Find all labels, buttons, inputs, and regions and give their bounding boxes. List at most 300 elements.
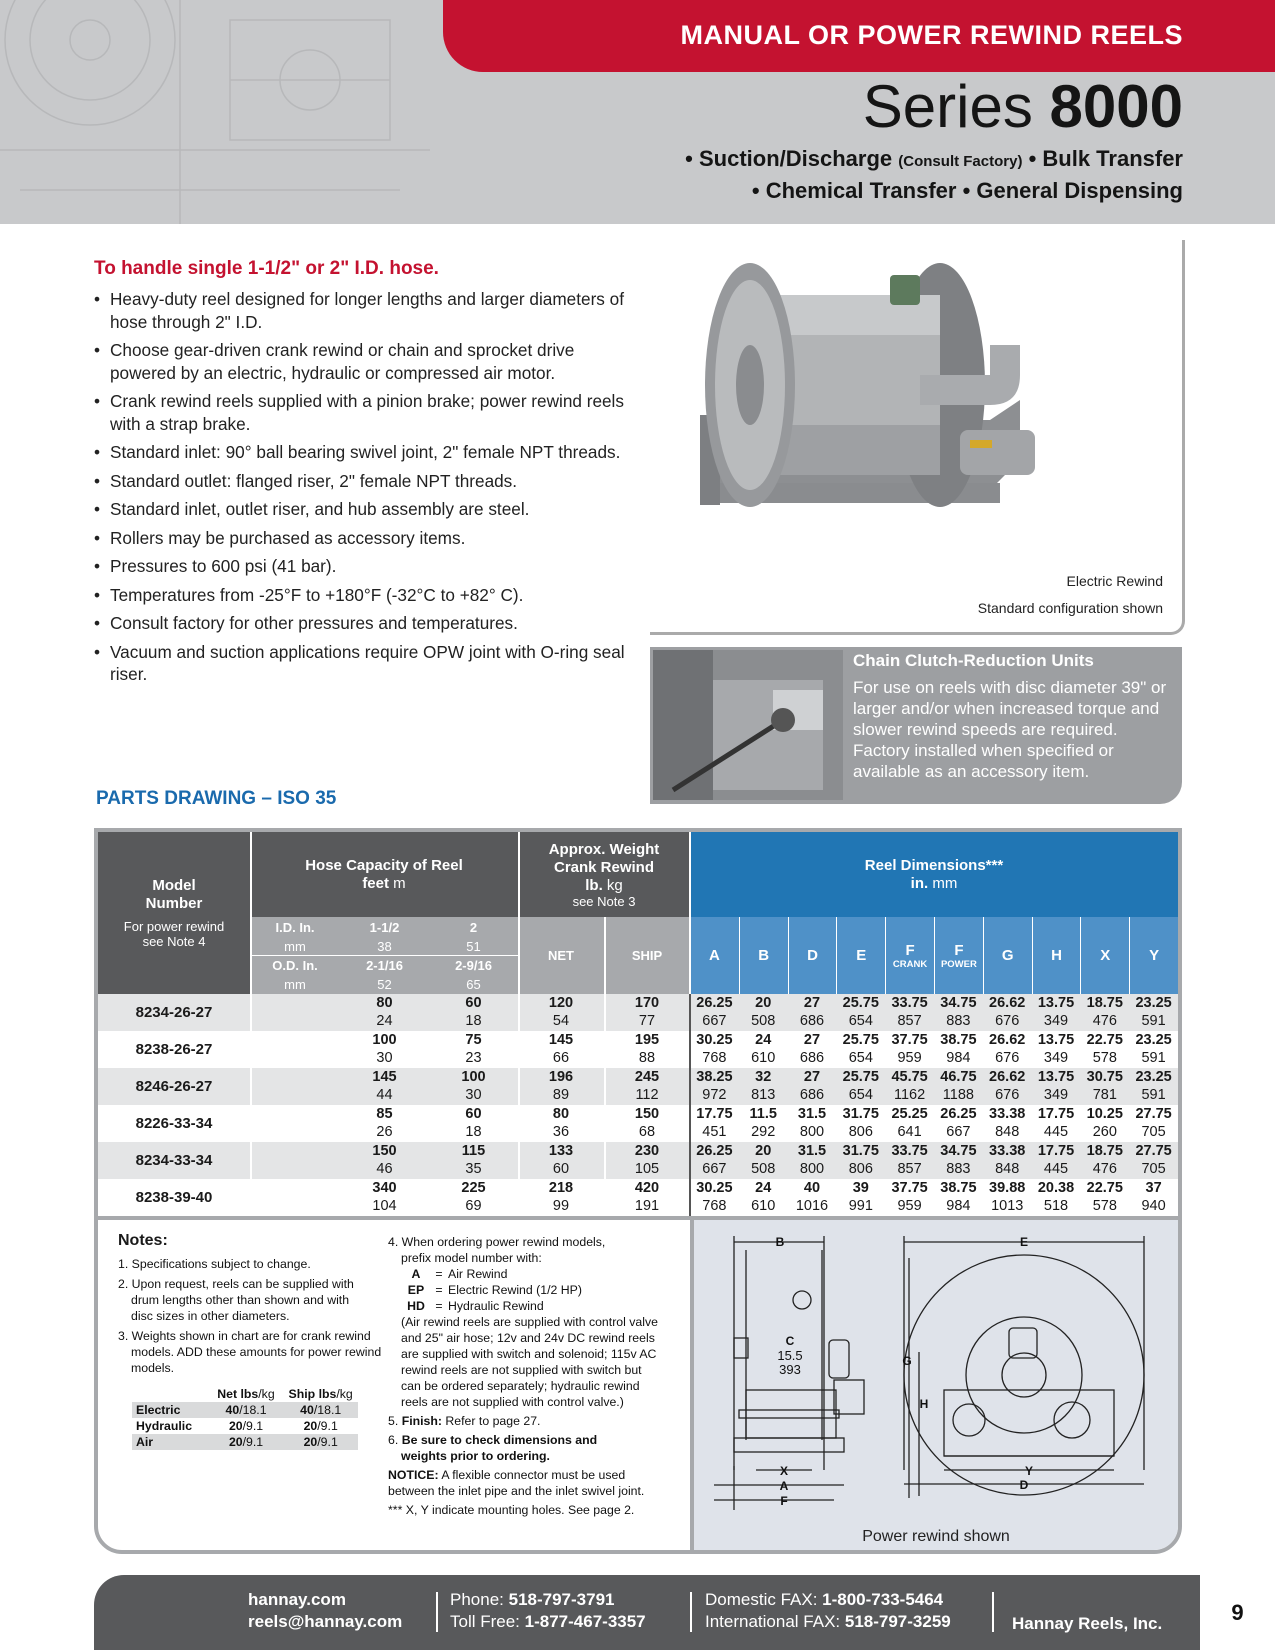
dimension-value [788, 1105, 837, 1141]
hose-reel-photo [690, 255, 1090, 565]
dimension-inches: 31.5 [797, 1106, 827, 1122]
note-4-line2: prefix model number with: [401, 1251, 542, 1265]
series-word: Series [862, 73, 1033, 140]
capacity-1-5 [340, 1068, 429, 1104]
series-number: 8000 [1049, 73, 1183, 140]
footer-phone-block [450, 1589, 646, 1633]
notice-label: NOTICE: [388, 1468, 439, 1482]
prefix-equals: = [435, 1267, 443, 1281]
chain-clutch-title: Chain Clutch-Reduction Units [853, 651, 1094, 670]
photo-caption-config: Standard configuration shown [977, 600, 1163, 616]
capacity-unit-m: m [393, 875, 406, 892]
dimension-mm: 445 [1043, 1124, 1069, 1140]
dim-label-h: H [919, 1397, 929, 1411]
weight-adder-value: 40 [300, 1403, 314, 1417]
model-number: 8246-26-27 [135, 1078, 213, 1095]
dimension-mm: 591 [1141, 1013, 1166, 1029]
model-header-note1: For power rewind [123, 919, 225, 934]
capacity-2 [429, 1031, 518, 1067]
dimension-inches: 32 [755, 1069, 772, 1085]
capacity-2-metric: 23 [465, 1050, 482, 1066]
dimension-inches: 23.25 [1135, 995, 1172, 1011]
dimension-inches: 33.38 [989, 1106, 1026, 1122]
prefix-equals: = [435, 1299, 443, 1313]
dimension-value [739, 994, 788, 1030]
dimension-inches: 22.75 [1086, 1032, 1123, 1048]
dimension-mm: 848 [995, 1124, 1020, 1140]
dimension-value [885, 1068, 934, 1104]
dims-unit-in: in. [910, 875, 929, 892]
dimension-mm: 883 [946, 1013, 971, 1029]
feature-item: • Rollers may be purchased as accessory items. [94, 527, 634, 550]
net-header: NET [518, 917, 604, 994]
dim-col-letter: F [905, 941, 915, 959]
ship-weight-primary: 170 [634, 995, 660, 1011]
dimension-mm: 667 [702, 1161, 727, 1177]
dimension-drawing [694, 1220, 1178, 1554]
capacity-1-5-metric: 26 [376, 1124, 393, 1140]
faded-technical-drawing [0, 0, 430, 224]
dim-col-header [1080, 917, 1129, 994]
dimension-inches: 10.25 [1086, 1106, 1123, 1122]
dimension-inches: 26.62 [989, 1032, 1026, 1048]
dimension-mm: 686 [799, 1013, 825, 1029]
net-weight-primary: 133 [548, 1143, 574, 1159]
net-weight-metric: 99 [552, 1198, 570, 1214]
note-4-detail3: are supplied with switch and solenoid; 115v AC [401, 1347, 657, 1361]
capacity-1-5 [340, 1142, 429, 1178]
dim-col-header [983, 917, 1032, 994]
dim-c-mm: 393 [779, 1362, 801, 1377]
dimension-value [1080, 1179, 1129, 1215]
feature-item: • Choose gear-driven crank rewind or chain and sprocket drive powered by an electric, hydraulic or compressed air motor. [94, 339, 634, 384]
dimension-value [788, 1142, 837, 1178]
net-weight [518, 1142, 604, 1178]
dimension-inches: 26.62 [989, 1069, 1026, 1085]
dimension-inches: 24 [755, 1032, 772, 1048]
feature-item: • Consult factory for other pressures and temperatures. [94, 612, 634, 635]
note-4-detail6: reels are not supplied with control valve.) [401, 1395, 624, 1409]
ship-weight-primary: 230 [634, 1143, 660, 1159]
dimension-value [885, 1142, 934, 1178]
capacity-1-5 [340, 1105, 429, 1141]
weight-adder-metric: /9.1 [242, 1435, 264, 1449]
size2-id-mm: 51 [466, 938, 481, 954]
dimension-mm: 984 [946, 1198, 971, 1214]
dimension-inches: 37.75 [891, 1180, 928, 1196]
net-weight-metric: 66 [552, 1050, 570, 1066]
notes-right-column: 4. When ordering power rewind models, prefix model number with: A = Air Rewind EP = Electric Rewind (1/2 HP) HD = Hydraulic Rewind (Air rewind reels are supplied with control valve and 25" air hose; 12v and 24v DC rewind reels are supplied with switch and solenoid; 115v AC rewind reels are not supplied with switch but can be ordered separately; hydraulic rewind reels are not supplied with control valve.) 5. Finish: Refer to page 27. 6. Be sure to check dimensions and weights prior to ordering. NOTICE: A flexible connector must be used between the inlet pipe and the inlet swivel joint. *** X, Y indicate mounting holes. See page 2. [388, 1234, 688, 1518]
prefix-code: HD [407, 1299, 425, 1313]
app-bulk: • Bulk Transfer [1028, 146, 1183, 171]
dimension-inches: 27 [803, 1032, 821, 1048]
dimension-value [885, 1179, 934, 1215]
dim-col-header [885, 917, 934, 994]
net-weight [518, 1105, 604, 1141]
toll-free-label: Toll Free: [450, 1612, 520, 1631]
capacity-1-5-metric: 104 [372, 1198, 397, 1214]
dimension-mm: 667 [702, 1013, 727, 1029]
dimension-value [1032, 1105, 1081, 1141]
dimension-inches: 37.75 [891, 1032, 928, 1048]
net-weight-metric: 60 [552, 1161, 570, 1177]
dimension-inches: 39.88 [989, 1180, 1026, 1196]
notice-text: A flexible connector must be used [441, 1468, 626, 1482]
capacity-2-primary: 60 [465, 1106, 482, 1122]
dimension-mm: 1013 [991, 1198, 1024, 1214]
dimension-mm: 445 [1043, 1161, 1069, 1177]
dimension-inches: 30.75 [1086, 1069, 1123, 1085]
prefix-description: Electric Rewind (1/2 HP) [448, 1283, 582, 1297]
dimension-inches: 25.25 [891, 1106, 928, 1122]
note-6-line2: weights prior to ordering. [401, 1449, 550, 1463]
app-suction: • Suction/Discharge [685, 146, 893, 171]
dimension-value [1129, 1105, 1178, 1141]
dimension-value [983, 994, 1032, 1030]
dim-col-letter: X [1100, 947, 1111, 964]
capacity-2 [429, 1179, 518, 1215]
footer-fax-block [705, 1589, 951, 1633]
prefix-row [388, 1282, 688, 1298]
prefix-description: Hydraulic Rewind [448, 1299, 544, 1313]
dimension-mm: 686 [799, 1050, 825, 1066]
ship-weight [604, 1031, 690, 1067]
dimension-value [836, 1142, 885, 1178]
dimension-value [690, 1031, 739, 1067]
dimension-inches: 23.25 [1135, 1069, 1172, 1085]
capacity-2 [429, 1105, 518, 1141]
weight-adder-row [132, 1402, 358, 1418]
dimension-mm: 848 [995, 1161, 1020, 1177]
dimension-mm: 768 [702, 1050, 727, 1066]
phone-number[interactable]: 518-797-3791 [508, 1590, 615, 1609]
dim-col-header [690, 917, 739, 994]
dimension-mm: 676 [995, 1087, 1020, 1103]
dim-col-sub: POWER [940, 958, 977, 970]
size1-id-mm: 38 [377, 938, 392, 954]
dimension-value [1032, 1068, 1081, 1104]
model-number: 8226-33-34 [135, 1115, 213, 1132]
dimension-inches: 27.75 [1135, 1143, 1172, 1159]
capacity-1-5-primary: 150 [372, 1143, 397, 1159]
dimension-value [1129, 1179, 1178, 1215]
net-weight-primary: 80 [552, 1106, 570, 1122]
ship-weight [604, 994, 690, 1030]
dimension-inches: 26.25 [696, 1143, 733, 1159]
net-weight [518, 1031, 604, 1067]
dimension-mm: 508 [751, 1013, 776, 1029]
dimension-value [983, 1031, 1032, 1067]
weight-header-label2: Crank Rewind [553, 858, 655, 876]
dimension-value [1032, 994, 1081, 1030]
dimension-inches: 13.75 [1037, 1069, 1075, 1085]
dimension-inches: 25.75 [842, 995, 879, 1011]
dimension-mm: 667 [946, 1124, 971, 1140]
dimension-mm: 676 [995, 1050, 1020, 1066]
dimension-inches: 22.75 [1086, 1180, 1123, 1196]
dimension-value [1129, 1068, 1178, 1104]
prefix-code: A [411, 1267, 421, 1281]
capacity-1-5 [340, 1179, 429, 1215]
dimension-value [836, 1179, 885, 1215]
size2-id: 2 [469, 919, 478, 935]
capacity-1-5-metric: 30 [376, 1050, 393, 1066]
weight-adder-metric: /18.1 [239, 1403, 267, 1417]
applications-line-2: • Chemical Transfer • General Dispensing [751, 178, 1183, 203]
dimension-value [934, 1031, 983, 1067]
dimension-mm: 508 [751, 1161, 776, 1177]
dimension-value [1080, 1068, 1129, 1104]
mounting-note: *** X, Y indicate mounting holes. See page 2. [388, 1503, 635, 1517]
dimension-inches: 20.38 [1037, 1180, 1075, 1196]
ship-weight-primary: 245 [634, 1069, 660, 1085]
dimension-mm: 676 [995, 1013, 1020, 1029]
net-weight [518, 1068, 604, 1104]
dim-label-x: X [779, 1464, 789, 1478]
prefix-row [388, 1266, 688, 1282]
prefix-code: EP [407, 1283, 425, 1297]
toll-free-number[interactable]: 1-877-467-3357 [524, 1612, 646, 1631]
dimension-mm: 610 [751, 1050, 776, 1066]
ship-weight [604, 1142, 690, 1178]
dimension-inches: 27.75 [1135, 1106, 1172, 1122]
photo-caption-electric: Electric Rewind [1066, 573, 1163, 589]
capacity-2-primary: 100 [461, 1069, 486, 1085]
dimension-value [885, 1105, 934, 1141]
dimension-inches: 31.5 [797, 1143, 827, 1159]
dimension-inches: 33.75 [891, 995, 928, 1011]
capacity-1-5-metric: 24 [376, 1013, 393, 1029]
dimension-mm: 705 [1141, 1124, 1166, 1140]
dimension-mm: 781 [1092, 1087, 1117, 1103]
dimension-mm: 1188 [942, 1087, 974, 1103]
dimension-inches: 13.75 [1037, 995, 1075, 1011]
dimension-inches: 26.25 [696, 995, 733, 1011]
prefix-equals: = [435, 1283, 443, 1297]
dimension-value [983, 1142, 1032, 1178]
dimension-mm: 349 [1043, 1013, 1069, 1029]
size2-od: 2-9/16 [455, 957, 492, 973]
dimension-mm: 857 [897, 1013, 922, 1029]
intro-heading: To handle single 1-1/2" or 2" I.D. hose. [94, 258, 439, 279]
capacity-1-5-primary: 85 [376, 1106, 393, 1122]
footer-divider [436, 1592, 438, 1632]
footer-company [1012, 1613, 1162, 1635]
dimension-mm: 991 [848, 1198, 873, 1214]
wt-net-head: Net lbs [217, 1387, 259, 1401]
dimension-inches: 39 [852, 1180, 869, 1196]
dimension-value [739, 1179, 788, 1215]
dim-col-header [836, 917, 885, 994]
size1-id: 1-1/2 [369, 919, 400, 935]
dimension-value [690, 1068, 739, 1104]
weight-adder-value: 20 [303, 1419, 318, 1433]
dim-col-letter: B [758, 947, 770, 964]
capacity-header-label: Hose Capacity of Reel [305, 857, 463, 874]
dimension-value [690, 1105, 739, 1141]
capacity-1-5-primary: 145 [372, 1069, 397, 1085]
ship-weight [604, 1068, 690, 1104]
dimension-inches: 30.25 [696, 1032, 733, 1048]
ship-weight-primary: 195 [634, 1032, 660, 1048]
dimension-value [1032, 1142, 1081, 1178]
dimensions-header-label: Reel Dimensions*** [864, 857, 1004, 874]
dimension-inches: 37 [1145, 1180, 1162, 1196]
capacity-1-5-primary: 80 [376, 995, 393, 1011]
intl-fax-label: International FAX: [705, 1612, 841, 1631]
dimension-mm: 686 [799, 1087, 825, 1103]
dimension-inches: 27 [803, 1069, 821, 1085]
capacity-1-5 [340, 994, 429, 1030]
dimension-mm: 451 [702, 1124, 727, 1140]
dim-col-header [739, 917, 788, 994]
footer-web-block [248, 1589, 402, 1633]
dimension-inches: 46.75 [940, 1069, 977, 1085]
weight-adder-value: Electric [136, 1403, 181, 1417]
dim-col-letter: G [1001, 947, 1014, 964]
dimension-mm: 972 [702, 1087, 727, 1103]
dimension-mm: 857 [897, 1161, 922, 1177]
footer-email-link[interactable]: reels@hannay.com [248, 1612, 403, 1631]
dim-label-a: A [779, 1479, 789, 1493]
chain-clutch-text: For use on reels with disc diameter 39" or larger and/or when increased torque and slower rewind speeds are required. Factory installed when specified or available as an accessory item. [853, 678, 1167, 781]
capacity-1-5-primary: 100 [372, 1032, 397, 1048]
dimensions-header [690, 832, 1178, 917]
dimension-mm: 800 [799, 1161, 825, 1177]
capacity-2-metric: 18 [465, 1013, 482, 1029]
dimension-mm: 959 [897, 1050, 922, 1066]
footer-website-link[interactable]: hannay.com [248, 1590, 346, 1609]
dimension-mm: 349 [1043, 1087, 1069, 1103]
dimension-mm: 641 [897, 1124, 922, 1140]
dim-label-d: D [1019, 1478, 1029, 1492]
weight-header-label1: Approx. Weight [548, 840, 660, 858]
note-2-line2: drum lengths other than shown and with [131, 1293, 350, 1307]
model-header [98, 832, 250, 994]
dimension-mm: 768 [702, 1198, 727, 1214]
capacity-2-primary: 115 [461, 1143, 486, 1159]
capacity-2-primary: 225 [461, 1180, 486, 1196]
note-5-text: Refer to page 27. [445, 1414, 541, 1428]
dim-label-f: F [780, 1494, 788, 1508]
weight-adder-value: 20 [303, 1435, 318, 1449]
dimension-value [739, 1142, 788, 1178]
dims-unit-mm: mm [932, 875, 958, 892]
ship-weight-primary: 150 [634, 1106, 660, 1122]
note-5-label: Finish: [401, 1414, 442, 1428]
dimension-inches: 31.75 [842, 1106, 879, 1122]
wt-ship-head: Ship lbs [288, 1387, 337, 1401]
feature-item: • Temperatures from -25°F to +180°F (-32°C to +82° C). [94, 584, 634, 607]
dimension-value [739, 1031, 788, 1067]
dimension-mm: 813 [751, 1087, 776, 1103]
dim-col-letter: H [1051, 947, 1062, 964]
dimension-mm: 292 [751, 1124, 776, 1140]
dimension-value [690, 1179, 739, 1215]
size2-od-mm: 65 [466, 976, 481, 992]
dim-col-sub: CRANK [892, 958, 928, 970]
ship-weight-metric: 68 [638, 1124, 656, 1140]
dimension-inches: 20 [755, 995, 772, 1011]
dimension-mm: 518 [1043, 1198, 1069, 1214]
feature-item: • Crank rewind reels supplied with a pinion brake; power rewind reels with a strap brake. [94, 390, 634, 435]
note-6-line1: Be sure to check dimensions and [401, 1433, 598, 1447]
dim-label-e: E [1019, 1235, 1029, 1249]
dimension-value [1129, 994, 1178, 1030]
net-weight-metric: 89 [552, 1087, 570, 1103]
ship-header: SHIP [604, 917, 690, 994]
dimension-value [983, 1105, 1032, 1141]
dimension-value [739, 1105, 788, 1141]
capacity-unit-feet: feet [362, 875, 389, 892]
model-header-note2: see Note 4 [142, 934, 206, 949]
note-4-detail5: can be ordered separately; hydraulic rewind [401, 1379, 640, 1393]
capacity-2-metric: 69 [465, 1198, 482, 1214]
dimension-inches: 17.75 [696, 1106, 733, 1122]
dimension-inches: 26.25 [940, 1106, 977, 1122]
dimension-value [1080, 1031, 1129, 1067]
ship-weight [604, 1179, 690, 1215]
model-header-label: Model Number [145, 877, 203, 912]
dim-label-c: C [785, 1334, 795, 1348]
prefix-row [388, 1298, 688, 1314]
company-name: Hannay Reels, Inc. [1012, 1614, 1163, 1633]
capacity-2-metric: 35 [465, 1161, 482, 1177]
dimension-mm: 1016 [795, 1198, 829, 1214]
dimension-value [1080, 994, 1129, 1030]
dimension-mm: 591 [1141, 1050, 1166, 1066]
dimension-value [934, 1105, 983, 1141]
page-number: 9 [1231, 1600, 1244, 1625]
notice-text-2: between the inlet pipe and the inlet swivel joint. [388, 1484, 645, 1498]
model-number: 8234-33-34 [135, 1152, 213, 1169]
capacity-2-primary: 60 [465, 995, 482, 1011]
note-4-line1: 4. When ordering power rewind models, [388, 1235, 606, 1249]
app-consult-note: (Consult Factory) [898, 153, 1023, 170]
note-1: 1. Specifications subject to change. [118, 1257, 311, 1271]
weight-adder-value: 20 [228, 1435, 243, 1449]
weight-adder-value: Hydraulic [136, 1419, 193, 1433]
dimension-inches: 40 [803, 1180, 821, 1196]
dim-label-b: B [775, 1235, 785, 1249]
dimension-value [788, 994, 837, 1030]
dimension-value [690, 994, 739, 1030]
banner-title: MANUAL OR POWER REWIND REELS [680, 20, 1183, 50]
ship-weight-metric: 191 [634, 1198, 660, 1214]
net-weight-primary: 145 [548, 1032, 574, 1048]
capacity-header [250, 832, 518, 917]
weight-unit-kg: kg [606, 876, 623, 894]
capacity-2-metric: 30 [465, 1087, 482, 1103]
dimension-inches: 27 [803, 995, 821, 1011]
weight-adder-value: 40 [225, 1403, 240, 1417]
power-weight-table [132, 1386, 358, 1450]
dim-col-header [934, 917, 983, 994]
dim-col-letter: D [807, 947, 818, 964]
dimension-mm: 705 [1141, 1161, 1166, 1177]
footer-divider [992, 1592, 994, 1632]
dimension-value [983, 1179, 1032, 1215]
dimension-inches: 38.75 [940, 1180, 977, 1196]
note-2-line1: 2. Upon request, reels can be supplied with [118, 1277, 354, 1291]
dim-col-letter: Y [1149, 947, 1160, 964]
dimension-mm: 654 [848, 1087, 873, 1103]
feature-item: • Standard outlet: flanged riser, 2" female NPT threads. [94, 470, 634, 493]
dimension-mm: 591 [1141, 1087, 1166, 1103]
dim-col-header [1032, 917, 1081, 994]
capacity-2 [429, 1142, 518, 1178]
capacity-1-5-metric: 46 [376, 1161, 393, 1177]
